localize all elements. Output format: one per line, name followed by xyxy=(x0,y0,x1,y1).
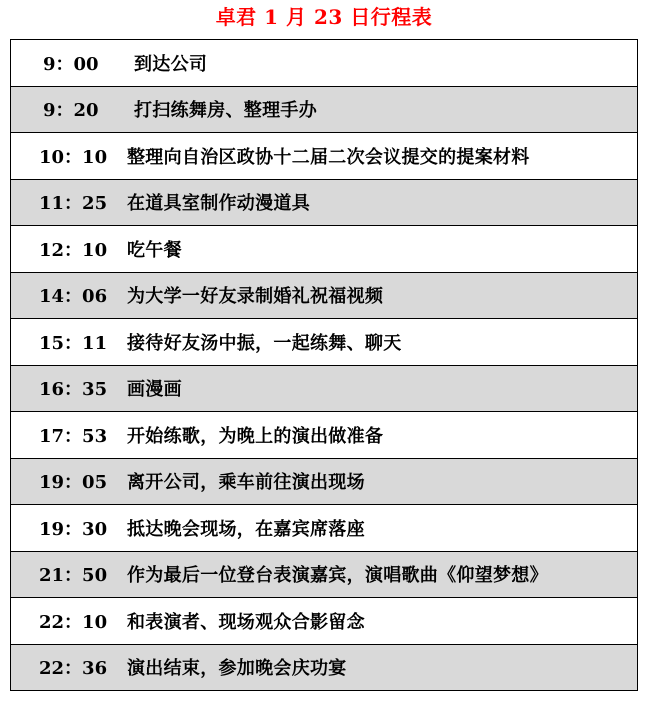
time-cell: 11：25 xyxy=(39,193,108,215)
event-cell: 开始练歌，为晚上的演出做准备 xyxy=(127,425,384,447)
event-cell: 在道具室制作动漫道具 xyxy=(127,193,310,215)
time-cell: 17：53 xyxy=(39,425,108,447)
time-cell: 16：35 xyxy=(39,379,108,401)
event-cell: 到达公司 xyxy=(134,53,208,75)
time-cell: 15：11 xyxy=(39,332,108,354)
table-row xyxy=(11,226,637,273)
event-cell: 抵达晚会现场，在嘉宾席落座 xyxy=(127,518,365,540)
table-row xyxy=(11,459,637,506)
event-cell: 演出结束，参加晚会庆功宴 xyxy=(127,658,347,680)
time-cell: 9：20 xyxy=(43,100,99,122)
event-cell: 为大学一好友录制婚礼祝福视频 xyxy=(127,286,384,308)
event-cell: 画漫画 xyxy=(127,379,182,401)
event-cell: 和表演者、现场观众合影留念 xyxy=(127,611,365,633)
table-row xyxy=(11,645,637,692)
time-cell: 14：06 xyxy=(39,286,108,308)
event-cell: 接待好友汤中振，一起练舞、聊天 xyxy=(127,332,402,354)
table-row xyxy=(11,40,637,87)
time-cell: 10：10 xyxy=(39,146,108,168)
time-cell: 22：36 xyxy=(39,658,108,680)
table-row xyxy=(11,412,637,459)
table-row xyxy=(11,552,637,599)
time-cell: 21：50 xyxy=(39,565,108,587)
event-cell: 吃午餐 xyxy=(127,239,182,261)
schedule-title: 卓君 1 月 23 日行程表 xyxy=(215,5,433,29)
event-cell: 打扫练舞房、整理手办 xyxy=(134,100,317,122)
table-row xyxy=(11,319,637,366)
table-row xyxy=(11,87,637,134)
table-row xyxy=(11,598,637,645)
table-row xyxy=(11,180,637,227)
event-cell: 作为最后一位登台表演嘉宾，演唱歌曲《仰望梦想》 xyxy=(127,565,548,587)
table-row xyxy=(11,505,637,552)
event-cell: 离开公司，乘车前往演出现场 xyxy=(127,472,365,494)
time-cell: 22：10 xyxy=(39,611,108,633)
schedule-table xyxy=(10,39,638,691)
time-cell: 9：00 xyxy=(43,53,99,75)
table-row xyxy=(11,133,637,180)
time-cell: 19：05 xyxy=(39,472,108,494)
time-cell: 19：30 xyxy=(39,518,108,540)
table-row xyxy=(11,366,637,413)
time-cell: 12：10 xyxy=(39,239,108,261)
table-row xyxy=(11,273,637,320)
event-cell: 整理向自治区政协十二届二次会议提交的提案材料 xyxy=(127,146,530,168)
